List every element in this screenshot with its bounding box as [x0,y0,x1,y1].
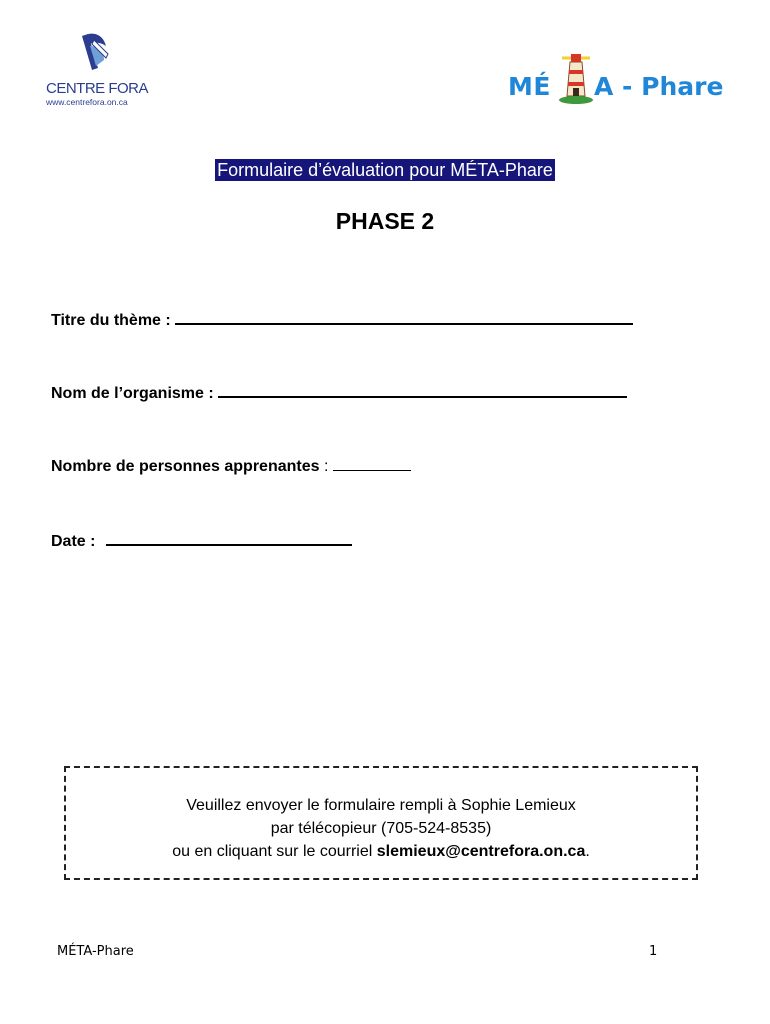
meta-phare-logo [508,52,724,104]
date-field [51,530,352,551]
organisme-label: Nom de l’organisme : [51,385,214,402]
centre-fora-brand: CENTRE FORA [46,80,149,97]
email-link[interactable]: slemieux@centrefora.on.ca [376,843,586,860]
theme-label: Titre du thème : [51,312,171,329]
logo-text-me: MÉ [508,72,551,101]
apprenants-input-line[interactable] [333,456,411,471]
apprenants-field [51,456,411,476]
notice-line-3-prefix: ou en cliquant sur le courriel [172,843,373,860]
centre-fora-url: www.centrefora.on.ca [46,97,128,107]
organisme-field [51,382,627,403]
logo-text-phare: A - Phare [594,72,724,101]
lighthouse-icon [558,52,594,104]
apprenants-label: Nombre de personnes apprenantes [51,458,320,475]
notice-line-2: par télécopieur (705-524-8535) [270,820,492,837]
notice-line-3-suffix: . [585,843,590,860]
centre-fora-logo [46,30,156,110]
feather-book-icon [74,30,114,80]
footer-doc-name: MÉTA-Phare [57,944,134,959]
theme-input-line[interactable] [175,309,633,325]
notice-line-1: Veuillez envoyer le formulaire rempli à Sophie Lemieux [186,797,576,814]
theme-field [51,309,633,330]
notice-line-3 [66,840,696,863]
form-title [0,160,770,181]
date-label: Date : [51,533,96,550]
page-number: 1 [649,944,658,959]
apprenants-separator: : [323,458,329,475]
submission-notice [64,766,698,880]
form-title-text: Formulaire d’évaluation pour MÉTA-Phare [217,160,553,180]
date-input-line[interactable] [106,530,352,546]
organisme-input-line[interactable] [218,382,627,398]
phase-heading: PHASE 2 [335,208,435,234]
